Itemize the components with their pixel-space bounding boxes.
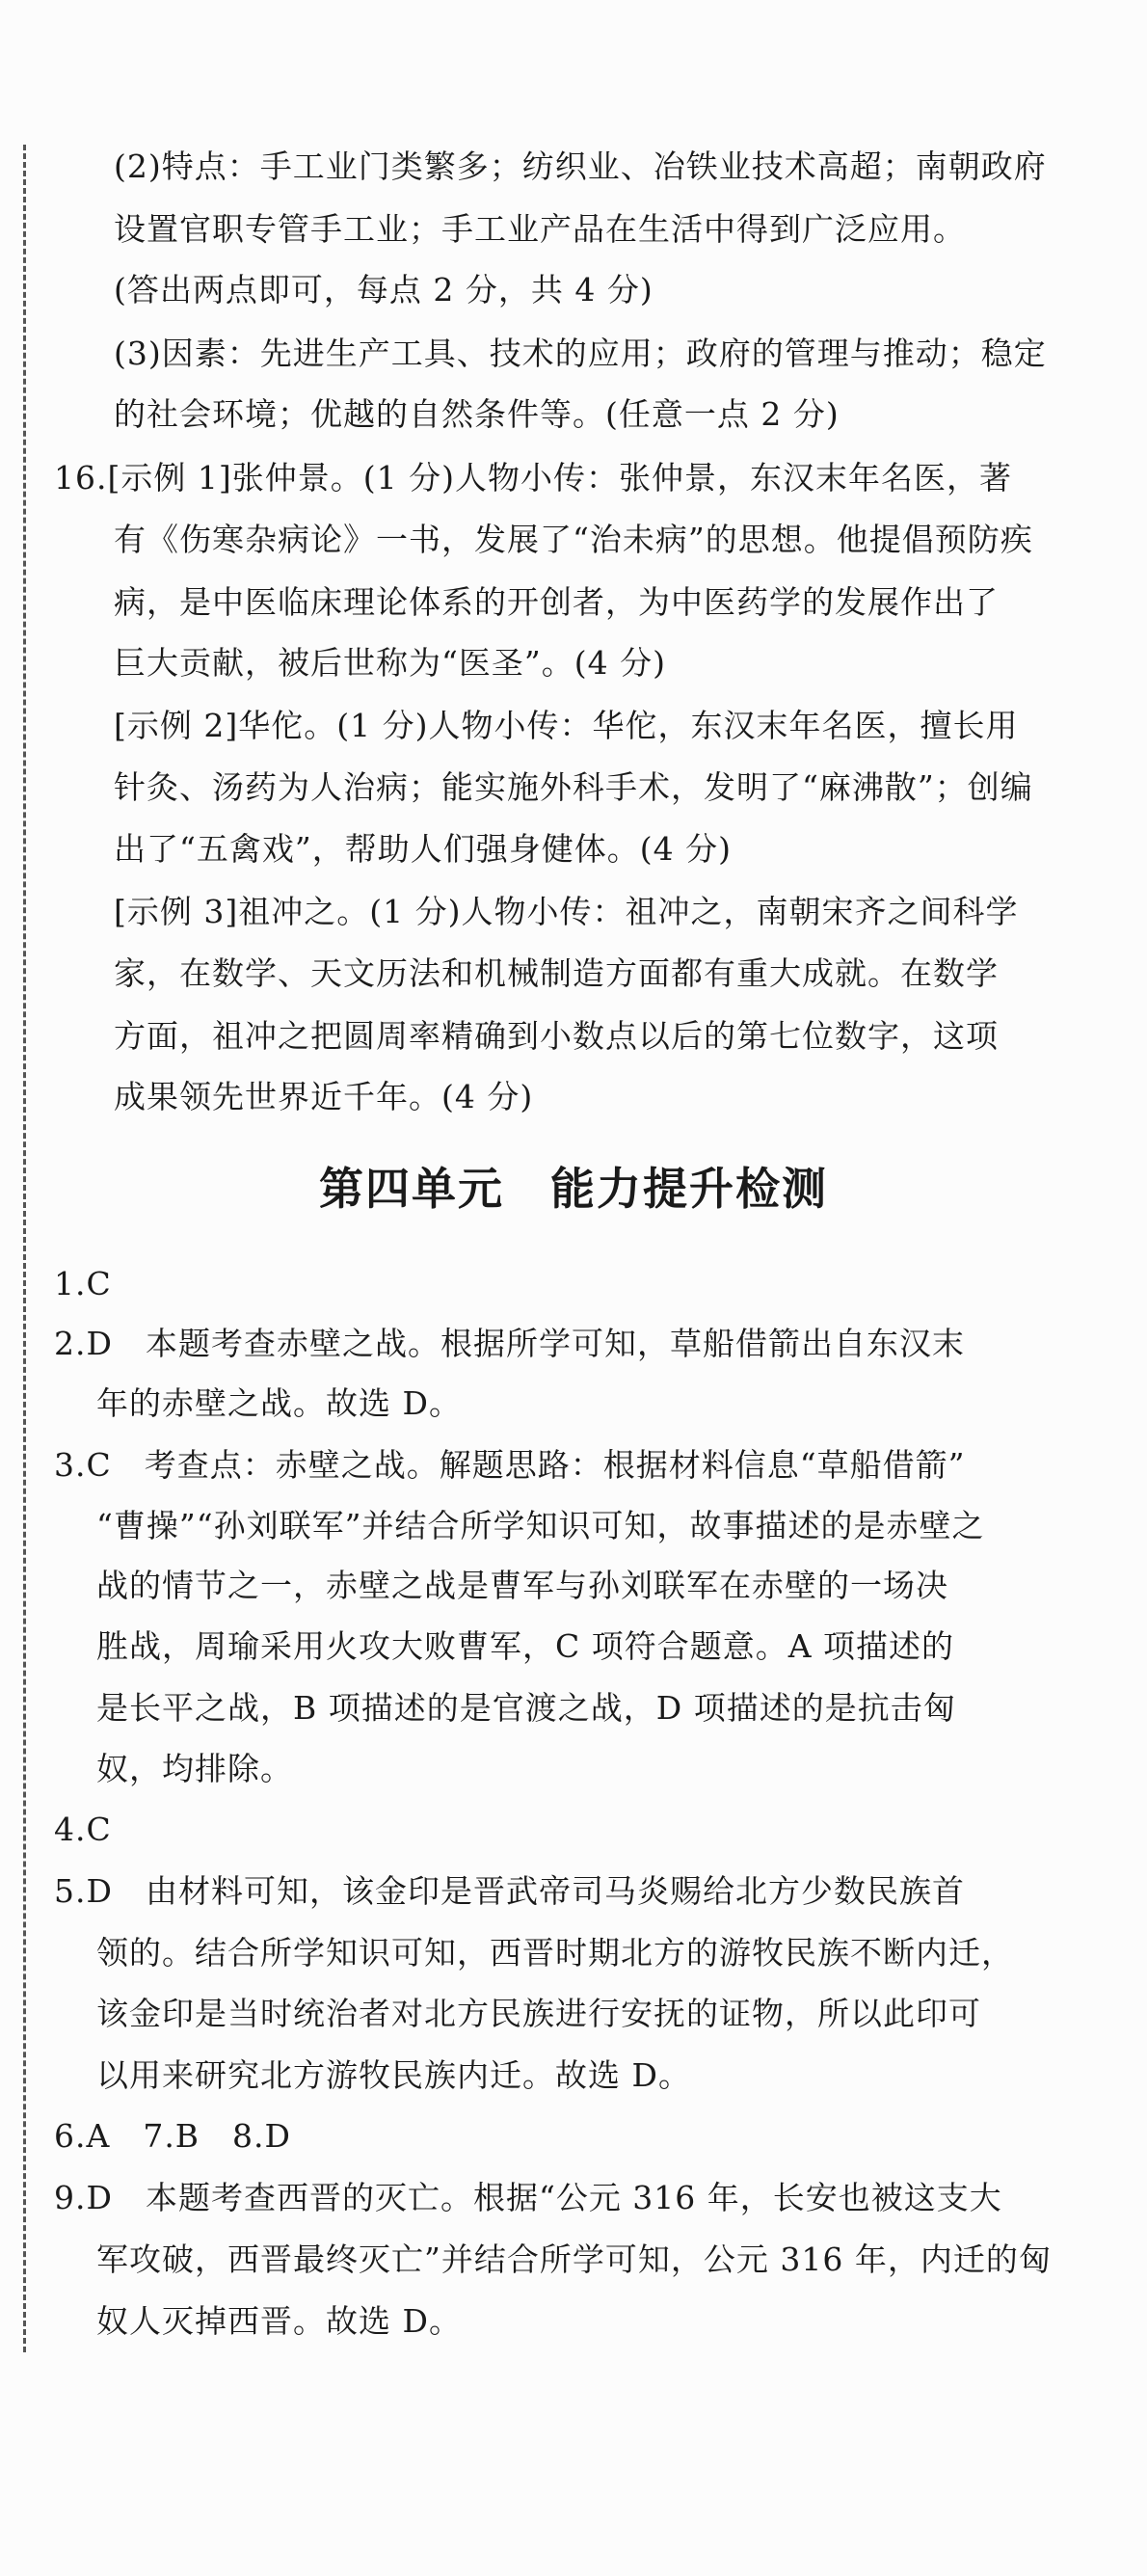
answer-3-line-3: 战的情节之一，赤壁之战是曹军与孙刘联军在赤壁的一场决	[96, 1567, 948, 1604]
s16-line-6: 针灸、汤药为人治病；能实施外科手术，发明了“麻沸散”；创编	[114, 768, 1033, 806]
s15-line-2: 设置官职专管手工业；手工业产品在生活中得到广泛应用。	[114, 210, 966, 248]
answer-3-line-2: “曹操”“孙刘联军”并结合所学知识可知，故事描述的是赤壁之	[96, 1507, 985, 1544]
s15-line-1: (2)特点：手工业门类繁多；纺织业、冶铁业技术高超；南朝政府	[114, 148, 1047, 185]
s16-line-11: 成果领先世界近千年。(4 分)	[114, 1078, 534, 1115]
s16-line-4: 巨大贡献，被后世称为“医圣”。(4 分)	[114, 644, 666, 682]
s15-line-5: 的社会环境；优越的自然条件等。(任意一点 2 分)	[114, 395, 840, 433]
answer-9-line-2: 军攻破，西晋最终灭亡”并结合所学可知，公元 316 年，内迁的匈	[96, 2241, 1052, 2278]
answers-6-7-8: 6.A 7.B 8.D	[54, 2117, 291, 2155]
answer-1: 1.C	[54, 1265, 112, 1302]
s16-line-2: 有《伤寒杂病论》一书，发展了“治未病”的思想。他提倡预防疾	[114, 521, 1033, 558]
answer-2-line-2: 年的赤壁之战。故选 D。	[96, 1384, 462, 1422]
answer-5-line-1: 5.D 由材料可知，该金印是晋武帝司马炎赐给北方少数民族首	[54, 1872, 965, 1910]
answer-3-line-4: 胜战，周瑜采用火攻大败曹军，C 项符合题意。A 项描述的	[96, 1627, 955, 1665]
s16-line-9: 家，在数学、天文历法和机械制造方面都有重大成就。在数学	[114, 954, 999, 992]
answer-5-line-4: 以用来研究北方游牧民族内迁。故选 D。	[96, 2056, 691, 2094]
answer-9-line-3: 奴人灭掉西晋。故选 D。	[96, 2302, 462, 2340]
answer-3-line-5: 是长平之战，B 项描述的是官渡之战，D 项描述的是抗击匈	[96, 1689, 956, 1727]
s15-line-4: (3)因素：先进生产工具、技术的应用；政府的管理与推动；稳定	[114, 335, 1047, 372]
s16-line-8: [示例 3]祖冲之。(1 分)人物小传：祖冲之，南朝宋齐之间科学	[114, 893, 1019, 930]
s16-line-10: 方面，祖冲之把圆周率精确到小数点以后的第七位数字，这项	[114, 1017, 999, 1055]
answer-5-line-2: 领的。结合所学知识可知，西晋时期北方的游牧民族不断内迁，	[96, 1934, 1014, 1972]
answer-5-line-3: 该金印是当时统治者对北方民族进行安抚的证物，所以此印可	[96, 1995, 981, 2032]
answer-9-line-1: 9.D 本题考查西晋的灭亡。根据“公元 316 年，长安也被这支大	[54, 2179, 1002, 2216]
s16-line-1: 16.[示例 1]张仲景。(1 分)人物小传：张仲景，东汉末年名医，著	[54, 459, 1012, 496]
answer-2-line-1: 2.D 本题考查赤壁之战。根据所学可知，草船借箭出自东汉末	[54, 1325, 965, 1362]
answer-3-line-6: 奴，均排除。	[96, 1750, 293, 1787]
answer-4: 4.C	[54, 1811, 112, 1848]
answer-3-line-1: 3.C 考查点：赤壁之战。解题思路：根据材料信息“草船借箭”	[54, 1446, 966, 1484]
s15-line-3: (答出两点即可，每点 2 分，共 4 分)	[114, 271, 654, 309]
s16-line-5: [示例 2]华佗。(1 分)人物小传：华佗，东汉末年名医，擅长用	[114, 707, 1019, 744]
s16-line-7: 出了“五禽戏”，帮助人们强身健体。(4 分)	[114, 830, 732, 868]
unit-title: 第四单元 能力提升检测	[319, 1163, 828, 1215]
s16-line-3: 病，是中医临床理论体系的开创者，为中医药学的发展作出了	[114, 583, 999, 621]
